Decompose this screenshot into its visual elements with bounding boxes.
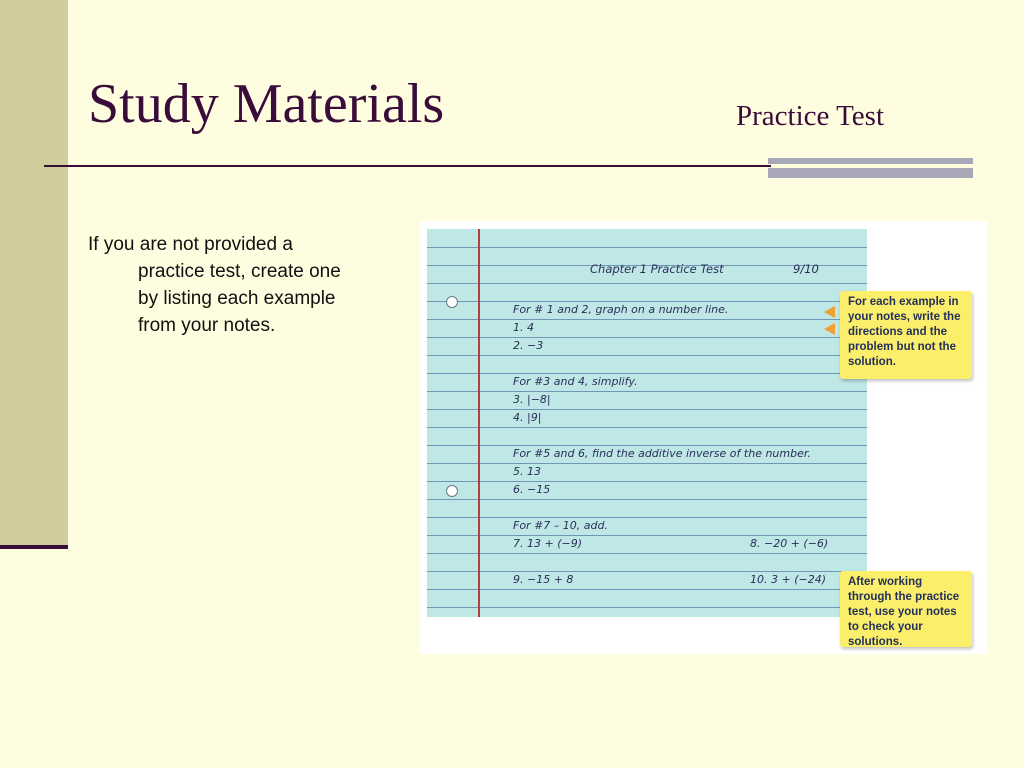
notebook-margin-line (478, 229, 480, 617)
notebook-line: 2. −3 (513, 339, 544, 352)
notebook-line: For #3 and 4, simplify. (513, 375, 638, 388)
title-divider (44, 165, 771, 167)
callout-check-solutions: After working through the practice test, use your notes to check your solutions. (840, 571, 972, 647)
notebook-line: 7. 13 + (−9) (513, 537, 582, 550)
slide-subtitle: Practice Test (736, 100, 885, 132)
slide-body-text: If you are not provided a practice test, create one by listing each example from your notes. (88, 234, 341, 336)
notebook-line: 8. −20 + (−6) (750, 537, 829, 550)
notebook-line: 5. 13 (513, 465, 541, 478)
notebook-header-date: 9/10 (793, 262, 819, 276)
notebook-line: 4. |9| (513, 411, 542, 424)
title-accent-bar (768, 158, 973, 178)
left-bar-underline (0, 545, 68, 549)
callout-pointer-arrow (824, 323, 835, 335)
notebook-line: For #5 and 6, find the additive inverse of the number. (513, 447, 811, 460)
notebook-line: For #7 – 10, add. (513, 519, 608, 532)
binder-hole (446, 485, 458, 497)
notebook-header-title: Chapter 1 Practice Test (590, 262, 724, 276)
notebook-line: 3. |−8| (513, 393, 551, 406)
slide-title: Study Materials (88, 73, 445, 135)
binder-hole (446, 296, 458, 308)
notebook-line: 10. 3 + (−24) (750, 573, 826, 586)
notebook-line: 6. −15 (513, 483, 551, 496)
notebook-line: For # 1 and 2, graph on a number line. (513, 303, 729, 316)
callout-pointer-arrow (824, 306, 835, 318)
notebook-line: 1. 4 (513, 321, 534, 334)
notebook-line: 9. −15 + 8 (513, 573, 574, 586)
left-decorative-bar (0, 0, 68, 545)
callout-directions: For each example in your notes, write the directions and the problem but not the solution. (840, 291, 972, 379)
practice-test-notebook-image (420, 221, 987, 654)
notebook-paper (427, 229, 867, 617)
